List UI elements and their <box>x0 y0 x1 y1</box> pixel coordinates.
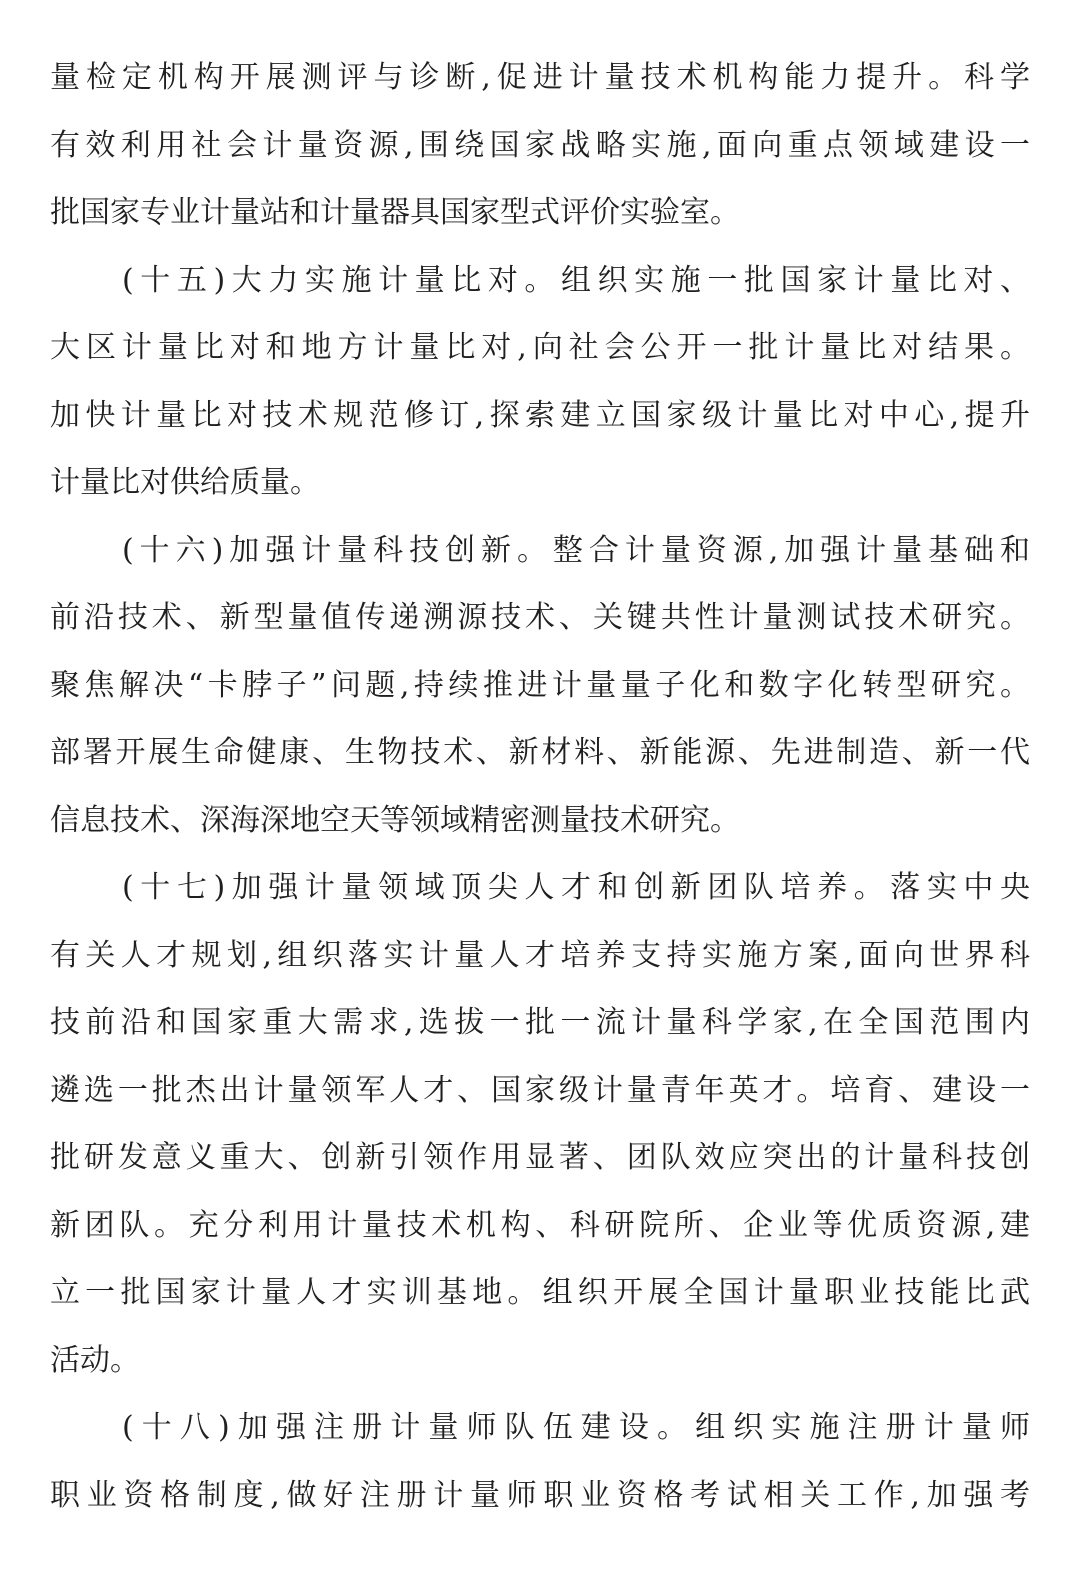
section-heading-line: (十六)加强计量科技创新。整合计量资源,加强计量基础和 <box>122 533 1030 568</box>
text-line: 批研发意义重大、创新引领作用显著、团队效应突出的计量科技创 <box>50 1140 1030 1175</box>
text-line: 有效利用社会计量资源,围绕国家战略实施,面向重点领域建设一 <box>50 128 1030 163</box>
section-heading-line: (十八)加强注册计量师队伍建设。组织实施注册计量师 <box>122 1410 1030 1445</box>
text-line: 立一批国家计量人才实训基地。组织开展全国计量职业技能比武 <box>50 1275 1030 1310</box>
section-heading-line: (十七)加强计量领域顶尖人才和创新团队培养。落实中央 <box>122 870 1030 905</box>
text-line: 部署开展生命健康、生物技术、新材料、新能源、先进制造、新一代 <box>50 735 1030 770</box>
text-line: 遴选一批杰出计量领军人才、国家级计量青年英才。培育、建设一 <box>50 1073 1030 1108</box>
section-heading-line: (十五)大力实施计量比对。组织实施一批国家计量比对、 <box>122 263 1030 298</box>
text-line: 前沿技术、新型量值传递溯源技术、关键共性计量测试技术研究。 <box>50 600 1030 635</box>
text-line: 技前沿和国家重大需求,选拔一批一流计量科学家,在全国范围内 <box>50 1005 1030 1040</box>
text-line: 批国家专业计量站和计量器具国家型式评价实验室。 <box>50 195 740 230</box>
text-line: 活动。 <box>50 1343 140 1378</box>
text-line: 聚焦解决“卡脖子”问题,持续推进计量量子化和数字化转型研究。 <box>50 668 1030 703</box>
text-line: 有关人才规划,组织落实计量人才培养支持实施方案,面向世界科 <box>50 938 1030 973</box>
text-line: 信息技术、深海深地空天等领域精密测量技术研究。 <box>50 803 740 838</box>
text-line: 大区计量比对和地方计量比对,向社会公开一批计量比对结果。 <box>50 330 1030 365</box>
text-line: 新团队。充分利用计量技术机构、科研院所、企业等优质资源,建 <box>50 1208 1030 1243</box>
text-line: 计量比对供给质量。 <box>50 465 320 500</box>
text-line: 加快计量比对技术规范修订,探索建立国家级计量比对中心,提升 <box>50 398 1030 433</box>
text-line: 量检定机构开展测评与诊断,促进计量技术机构能力提升。科学 <box>50 60 1030 95</box>
text-line: 职业资格制度,做好注册计量师职业资格考试相关工作,加强考 <box>50 1478 1030 1513</box>
